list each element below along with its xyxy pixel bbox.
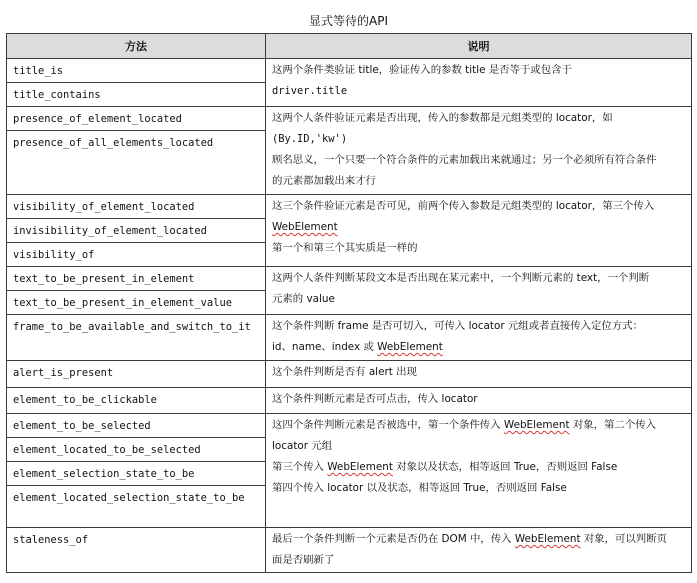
table-caption: 显式等待的API: [309, 14, 388, 28]
description-cell-staleness: [266, 528, 692, 573]
webelement-keyword: WebElement: [514, 533, 581, 545]
description-cell-presence: [266, 107, 692, 195]
webelement-keyword: WebElement: [503, 419, 570, 431]
description-cell-clickable: 这个条件判断元素是否可点击，传入 locator: [266, 388, 692, 414]
method-cell: title_contains: [7, 83, 266, 107]
header-description: 说明: [266, 34, 692, 59]
description-line: 这三个条件验证元素是否可见，前两个传入参数是元组类型的 locator，第三个传入: [272, 200, 655, 212]
method-cell: presence_of_all_elements_located: [7, 131, 266, 195]
description-line: 元素的 value: [272, 293, 335, 305]
description-cell-frame: [266, 315, 692, 361]
description-line: 的元素都加载出来才行: [272, 175, 376, 187]
description-text: 第三个传入: [272, 461, 328, 473]
method-cell: element_located_to_be_selected: [7, 438, 266, 462]
method-cell: visibility_of_element_located: [7, 195, 266, 219]
description-line: 这两个人条件判断某段文本是否出现在某元素中，一个判断元素的 text，一个判断: [272, 272, 650, 284]
description-line: [272, 217, 685, 238]
description-text: 对象，可以判断页: [580, 533, 667, 545]
description-line: 这个条件判断 frame 是否可切入，可传入 locator 元组或者直接传入定位方式：: [272, 320, 643, 332]
webelement-keyword: WebElement: [377, 341, 443, 353]
description-text: 对象，第二个传入: [569, 419, 657, 431]
description-cell-visibility: [266, 195, 692, 267]
header-row: [7, 34, 692, 59]
description-text: 这四个条件判断元素是否被选中，第一个条件传入: [272, 419, 504, 431]
description-line: 第四个传入 locator 以及状态，相等返回 True，否则返回 False: [272, 482, 567, 494]
description-cell-text: [266, 267, 692, 315]
method-cell: title_is: [7, 59, 266, 83]
description-line: driver.title: [272, 85, 348, 97]
method-cell: frame_to_be_available_and_switch_to_it: [7, 315, 266, 361]
method-cell: element_located_selection_state_to_be: [7, 486, 266, 528]
method-cell: text_to_be_present_in_element_value: [7, 291, 266, 315]
method-cell: text_to_be_present_in_element: [7, 267, 266, 291]
description-line: [272, 529, 685, 550]
method-cell: staleness_of: [7, 528, 266, 573]
description-line: 面是否刷新了: [272, 554, 335, 566]
description-line: 第一个和第三个其实质是一样的: [272, 242, 418, 254]
description-cell-title: [266, 59, 692, 107]
description-line: [272, 415, 685, 436]
description-text: 对象以及状态，相等返回 True，否则返回 False: [392, 461, 618, 473]
description-line: 这两个条件类验证 title，验证传入的参数 title 是否等于或包含于: [272, 64, 572, 76]
method-cell: presence_of_element_located: [7, 107, 266, 131]
description-text: 最后一个条件判断一个元素是否仍在 DOM 中，传入: [272, 533, 515, 545]
description-line: (By.ID,'kw'): [272, 133, 348, 145]
description-cell-alert: 这个条件判断是否有 alert 出现: [266, 361, 692, 388]
description-line: locator 元组: [272, 440, 333, 452]
description-line: [272, 457, 685, 478]
method-cell: element_to_be_selected: [7, 414, 266, 438]
method-cell: visibility_of: [7, 243, 266, 267]
api-table: [6, 33, 691, 573]
description-text: id、name、index 或: [272, 341, 378, 353]
method-cell: element_to_be_clickable: [7, 388, 266, 414]
webelement-keyword: WebElement: [272, 221, 338, 233]
description-line: 这两个人条件验证元素是否出现，传入的参数都是元组类型的 locator，如: [272, 112, 613, 124]
description-cell-selected: [266, 414, 692, 528]
method-cell: invisibility_of_element_located: [7, 219, 266, 243]
description-line: 顾名思义，一个只要一个符合条件的元素加载出来就通过；另一个必须所有符合条件: [272, 154, 657, 166]
method-cell: element_selection_state_to_be: [7, 462, 266, 486]
header-method: 方法: [7, 34, 266, 59]
webelement-keyword: WebElement: [327, 461, 393, 473]
description-line: [272, 337, 685, 358]
method-cell: alert_is_present: [7, 361, 266, 388]
